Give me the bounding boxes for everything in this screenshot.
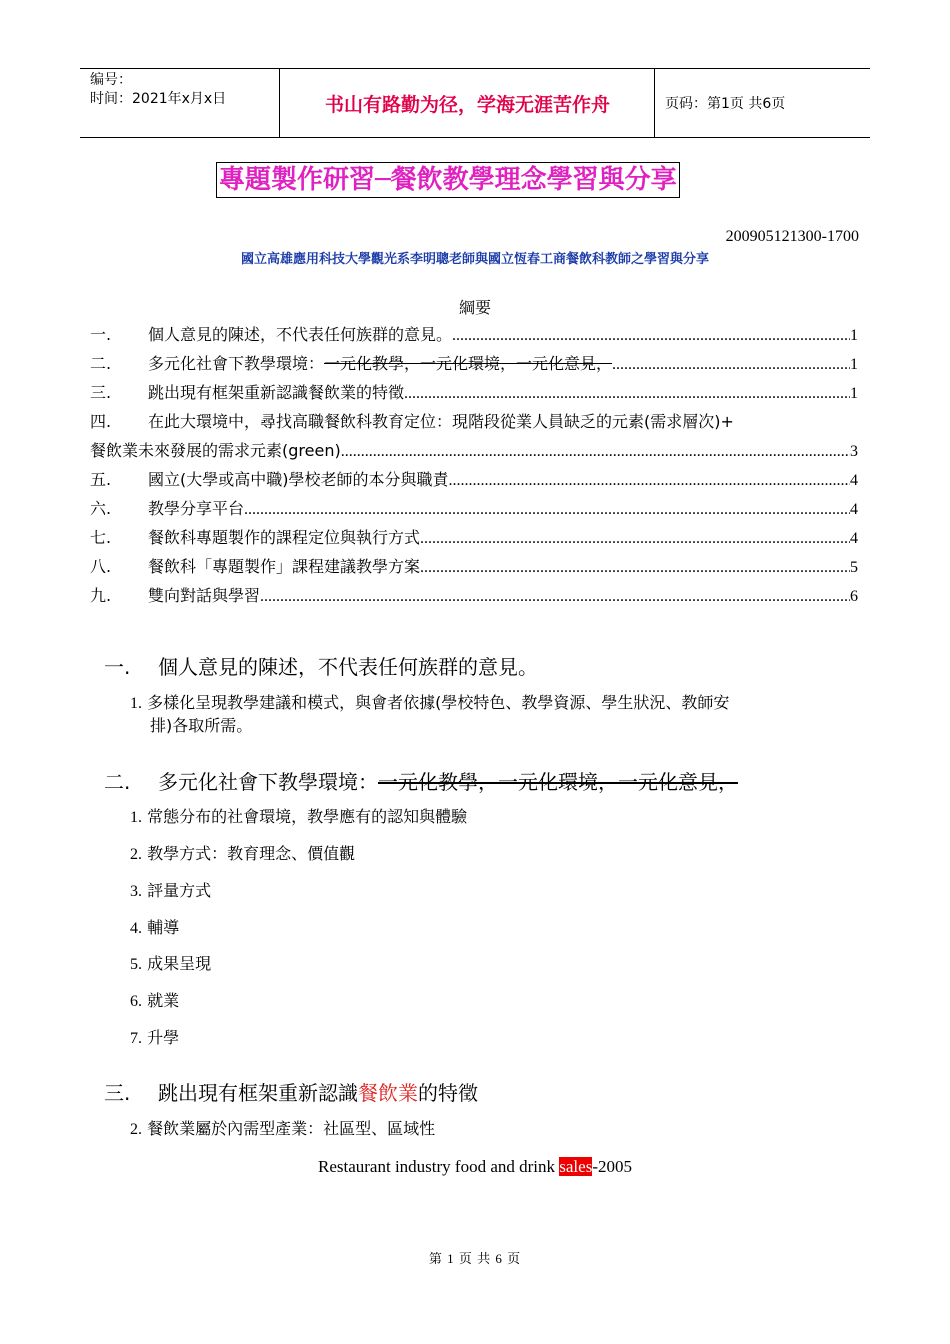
list-item [130, 843, 355, 866]
document-title: 專題製作研習─餐飲教學理念學習與分享 [216, 162, 680, 198]
toc-item-page: 4 [850, 530, 858, 547]
list-item-text: 教學方式：教育理念、價值觀 [147, 844, 356, 863]
toc-item-page: 4 [850, 501, 858, 518]
list-item-number: 7. [130, 1030, 142, 1047]
list-item-number: 2. [130, 846, 142, 863]
toc-item[interactable] [90, 465, 858, 494]
list-item [130, 1027, 179, 1050]
caption-text-end: -2005 [592, 1157, 632, 1176]
toc-leader [404, 379, 850, 408]
toc-item-number: 六. [90, 499, 112, 518]
toc-leader [420, 524, 850, 553]
toc-item-number: 九. [90, 586, 112, 605]
toc-item-text: 在此大環境中，尋找高職餐飲科教育定位：現階段從業人員缺乏的元素(需求層次)+ [148, 412, 734, 431]
table-of-contents [90, 320, 858, 610]
section-number: 三. [104, 1081, 131, 1105]
header-table [80, 68, 870, 138]
toc-item-page: 3 [850, 443, 858, 460]
toc-item-text: 跳出現有框架重新認識餐飲業的特徵 [148, 383, 405, 402]
toc-leader [452, 321, 850, 350]
toc-item-text: 餐飲業未來發展的需求元素(green) [90, 441, 341, 460]
list-item-number: 1. [130, 809, 142, 826]
toc-item-page: 5 [850, 559, 858, 576]
section-title: 個人意見的陳述，不代表任何族群的意見。 [158, 655, 538, 679]
list-item-text: 成果呈現 [147, 954, 212, 973]
list-item-text: 常態分布的社會環境，教學應有的認知與體驗 [147, 807, 468, 826]
list-item-number: 6. [130, 993, 142, 1010]
list-item [130, 953, 211, 976]
list-item-number: 5. [130, 956, 142, 973]
toc-item-page: 1 [850, 356, 858, 373]
toc-item-text: 國立(大學或高中職)學校老師的本分與職責 [148, 470, 449, 489]
toc-leader [420, 553, 850, 582]
toc-item[interactable] [90, 378, 858, 407]
section-number: 一. [104, 655, 131, 679]
toc-leader [244, 495, 850, 524]
toc-item-number: 八. [90, 557, 112, 576]
toc-item-text: 餐飲科「專題製作」課程建議教學方案 [148, 557, 421, 576]
list-item [130, 692, 858, 737]
toc-item-number: 一. [90, 325, 112, 344]
toc-item[interactable] [90, 407, 858, 436]
list-item-text: 升學 [147, 1028, 180, 1047]
toc-item[interactable] [90, 523, 858, 552]
section-title: 跳出現有框架重新認識 [158, 1081, 358, 1105]
header-meta-cell [80, 69, 280, 137]
code-label: 编号： [90, 72, 132, 88]
chart-caption [0, 1157, 950, 1177]
time-label: 时间：2021年x月x日 [90, 91, 227, 107]
list-item [130, 880, 211, 903]
list-item-text: 多樣化呈現教學建議和模式，與會者依據(學校特色、教學資源、學生狀況、教師安 [147, 693, 730, 712]
list-item [130, 990, 179, 1013]
toc-leader [341, 437, 850, 466]
list-item-number: 4. [130, 920, 142, 937]
list-item-text: 餐飲業屬於內需型產業：社區型、區域性 [147, 1119, 436, 1138]
toc-item-page: 1 [850, 327, 858, 344]
toc-item[interactable] [90, 494, 858, 523]
document-code: 200905121300-1700 [725, 228, 859, 245]
toc-item-text: 教學分享平台 [148, 499, 245, 518]
toc-item-text: 餐飲科專題製作的課程定位與執行方式 [148, 528, 421, 547]
section-title-end: 的特徵 [418, 1081, 478, 1105]
toc-item-number: 五. [90, 470, 112, 489]
page-footer: 第 1 页 共 6 页 [428, 1251, 522, 1266]
list-item-number: 1. [130, 695, 142, 712]
list-item-number: 2. [130, 1121, 142, 1138]
toc-item[interactable] [90, 552, 858, 581]
list-item [130, 806, 467, 829]
list-item-text: 評量方式 [147, 881, 212, 900]
toc-item-number: 三. [90, 383, 112, 402]
list-item-text: 輔導 [147, 918, 180, 937]
toc-item-page: 4 [850, 472, 858, 489]
toc-leader [260, 582, 850, 611]
toc-leader [449, 466, 851, 495]
toc-item-text: 雙向對話與學習 [148, 586, 261, 605]
toc-item-number: 二. [90, 354, 112, 373]
toc-heading: 綱要 [458, 298, 491, 317]
list-item-text-continuation: 排)各取所需。 [150, 716, 253, 735]
toc-item-number: 七. [90, 528, 112, 547]
section-heading [104, 766, 738, 795]
list-item [130, 917, 179, 940]
section-heading [104, 651, 538, 680]
section-title: 多元化社會下教學環境： [158, 770, 378, 794]
caption-highlight: sales [559, 1157, 593, 1176]
toc-item-text: 多元化社會下教學環境： [148, 354, 325, 373]
section-number: 二. [104, 770, 131, 794]
toc-item-text: 個人意見的陳述，不代表任何族群的意見。 [148, 325, 453, 344]
section-title-highlight: 餐飲業 [358, 1081, 418, 1105]
toc-leader [612, 350, 850, 379]
section-title-struck: 一元化教學，一元化環境，一元化意見， [378, 770, 738, 794]
toc-item[interactable] [90, 581, 858, 610]
toc-item-number: 四. [90, 412, 112, 431]
toc-item[interactable] [90, 349, 858, 378]
toc-item-struck-text: 一元化教學，一元化環境，一元化意見， [324, 354, 613, 373]
page-info: 页码：第1页 共6页 [665, 96, 786, 112]
caption-text: Restaurant industry food and drink [318, 1157, 560, 1176]
motto: 书山有路勤为径，学海无涯苦作舟 [281, 69, 655, 137]
toc-item-page: 6 [850, 588, 858, 605]
list-item-text: 就業 [147, 991, 180, 1010]
section-heading [104, 1077, 478, 1106]
toc-item[interactable] [90, 320, 858, 349]
document-subtitle: 國立高雄應用科技大學觀光系李明聰老師與國立恆春工商餐飲科教師之學習與分享 [240, 252, 709, 267]
toc-item-continuation[interactable] [90, 436, 858, 465]
list-item-number: 3. [130, 883, 142, 900]
toc-item-page: 1 [850, 385, 858, 402]
list-item [130, 1118, 435, 1141]
